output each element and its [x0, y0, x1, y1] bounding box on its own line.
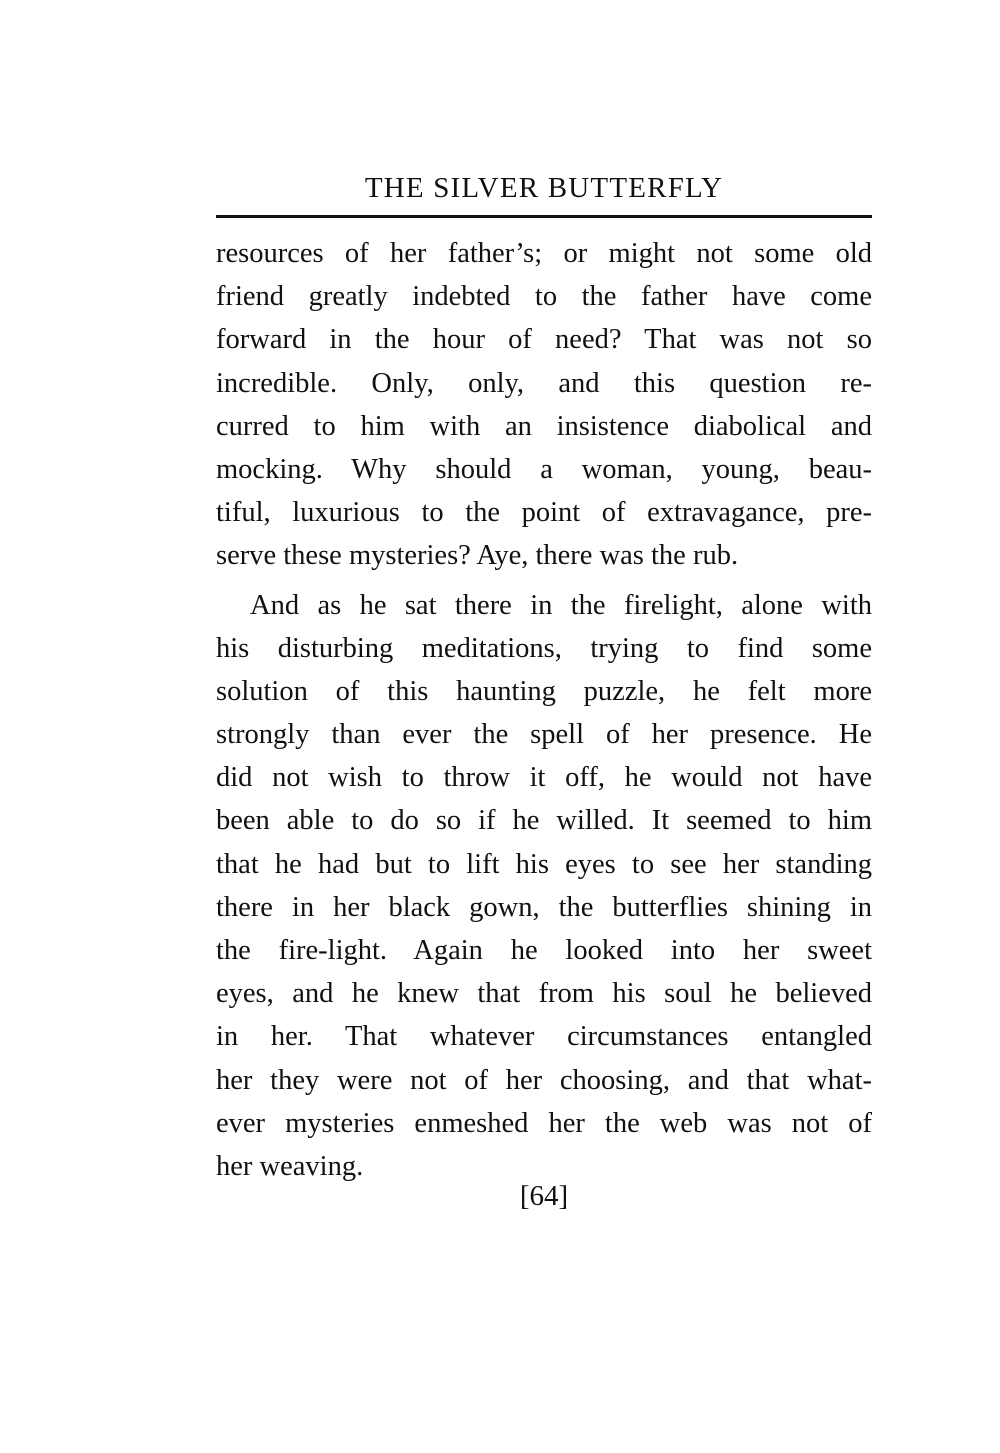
- text-line: tiful, luxurious to the point of extravagance, pre-: [216, 497, 872, 529]
- text-line: been able to do so if he willed. It seemed to him: [216, 805, 872, 837]
- text-line: the fire-light. Again he looked into her sweet: [216, 935, 872, 966]
- text-line: eyes, and he knew that from his soul he believed: [216, 978, 872, 1010]
- text-line: his disturbing meditations, trying to find some: [216, 632, 872, 664]
- text-line: incredible. Only, only, and this question re-: [216, 367, 872, 399]
- text-line: mocking. Why should a woman, young, beau-: [216, 453, 872, 485]
- text-line: serve these mysteries? Aye, there was the rub.: [216, 540, 739, 572]
- text-line: there in her black gown, the butterflies shining in: [216, 891, 872, 923]
- text-line: strongly than ever the spell of her presence. He: [216, 719, 872, 751]
- body-text: [216, 232, 872, 1188]
- text-line: did not wish to throw it off, he would not have: [216, 762, 872, 794]
- text-line: her weaving.: [216, 1150, 364, 1182]
- paragraph: [216, 232, 872, 578]
- text-line: forward in the hour of need? That was not so: [216, 324, 872, 356]
- text-line: curred to him with an insistence diabolical and: [216, 410, 872, 442]
- paragraph: [216, 584, 872, 1189]
- text-line: resources of her father’s; or might not some old: [216, 238, 872, 269]
- header-rule: [216, 215, 872, 218]
- text-line: in her. That whatever circumstances entangled: [216, 1021, 872, 1053]
- text-line: solution of this haunting puzzle, he felt more: [216, 675, 872, 707]
- text-line: ever mysteries enmeshed her the web was not of: [216, 1107, 872, 1139]
- text-line: And as he sat there in the firelight, alone with: [250, 589, 872, 621]
- page-number: [64]: [519, 1180, 569, 1212]
- text-line: that he had but to lift his eyes to see her standing: [216, 848, 872, 880]
- text-line: her they were not of her choosing, and that what-: [216, 1064, 872, 1096]
- running-header: THE SILVER BUTTERFLY: [364, 172, 724, 204]
- text-line: friend greatly indebted to the father have come: [216, 281, 872, 313]
